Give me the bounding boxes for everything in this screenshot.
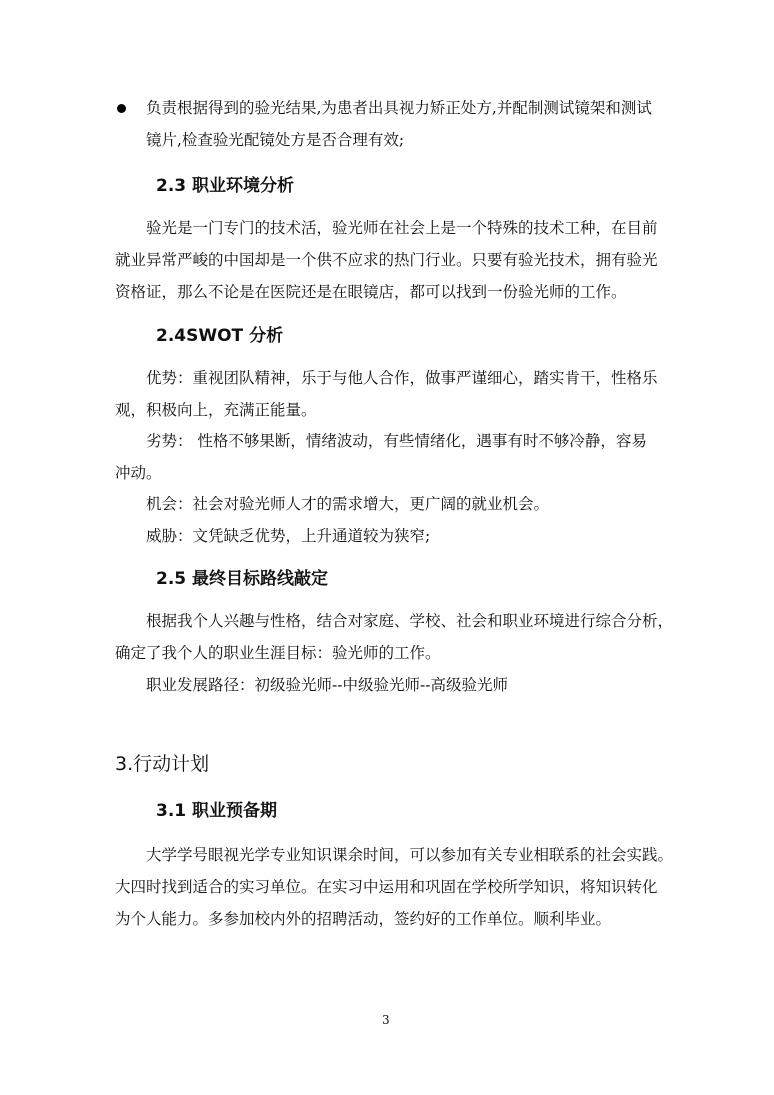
paragraph-line: 大四时找到适合的实习单位。在实习中运用和巩固在学校所学知识，将知识转化 bbox=[115, 878, 658, 896]
heading-2-3: 2.3 职业环境分析 bbox=[156, 176, 295, 196]
paragraph-line: 职业发展路径：初级验光师--中级验光师--高级验光师 bbox=[146, 676, 508, 694]
bullet-text-line-2: 镜片,检查验光配镜处方是否合理有效; bbox=[146, 131, 405, 149]
paragraph-line: 验光是一门专门的技术活，验光师在社会上是一个特殊的技术工种，在目前 bbox=[146, 219, 658, 237]
paragraph-line: 冲动。 bbox=[115, 464, 162, 482]
paragraph-line: 威胁：文凭缺乏优势，上升通道较为狭窄; bbox=[146, 527, 431, 545]
heading-2-4: 2.4SWOT 分析 bbox=[156, 326, 284, 346]
paragraph-line: 根据我个人兴趣与性格，结合对家庭、学校、社会和职业环境进行综合分析， bbox=[146, 612, 674, 630]
paragraph-line: 就业异常严峻的中国却是一个供不应求的热门行业。只要有验光技术，拥有验光 bbox=[115, 251, 658, 269]
heading-3: 3.行动计划 bbox=[115, 753, 210, 775]
paragraph-line: 劣势： 性格不够果断，情绪波动，有些情绪化，遇事有时不够冷静，容易 bbox=[146, 432, 647, 450]
bullet-icon bbox=[117, 104, 126, 113]
paragraph-line: 资格证，那么不论是在医院还是在眼镜店，都可以找到一份验光师的工作。 bbox=[115, 283, 627, 301]
paragraph-line: 观，积极向上，充满正能量。 bbox=[115, 401, 317, 419]
bullet-text-line-1: 负责根据得到的验光结果,为患者出具视力矫正处方,并配制测试镜架和测试 bbox=[146, 99, 652, 117]
paragraph-line: 为个人能力。多参加校内外的招聘活动，签约好的工作单位。顺利毕业。 bbox=[115, 910, 612, 928]
paragraph-line: 确定了我个人的职业生涯目标：验光师的工作。 bbox=[115, 644, 441, 662]
page-number: 3 bbox=[382, 1013, 390, 1027]
heading-2-5: 2.5 最终目标路线敲定 bbox=[156, 569, 329, 589]
heading-3-1: 3.1 职业预备期 bbox=[156, 801, 278, 821]
paragraph-line: 机会：社会对验光师人才的需求增大，更广阔的就业机会。 bbox=[146, 495, 550, 513]
paragraph-line: 大学学号眼视光学专业知识课余时间，可以参加有关专业相联系的社会实践。 bbox=[146, 846, 674, 864]
paragraph-line: 优势：重视团队精神，乐于与他人合作，做事严谨细心，踏实肯干，性格乐 bbox=[146, 369, 658, 387]
